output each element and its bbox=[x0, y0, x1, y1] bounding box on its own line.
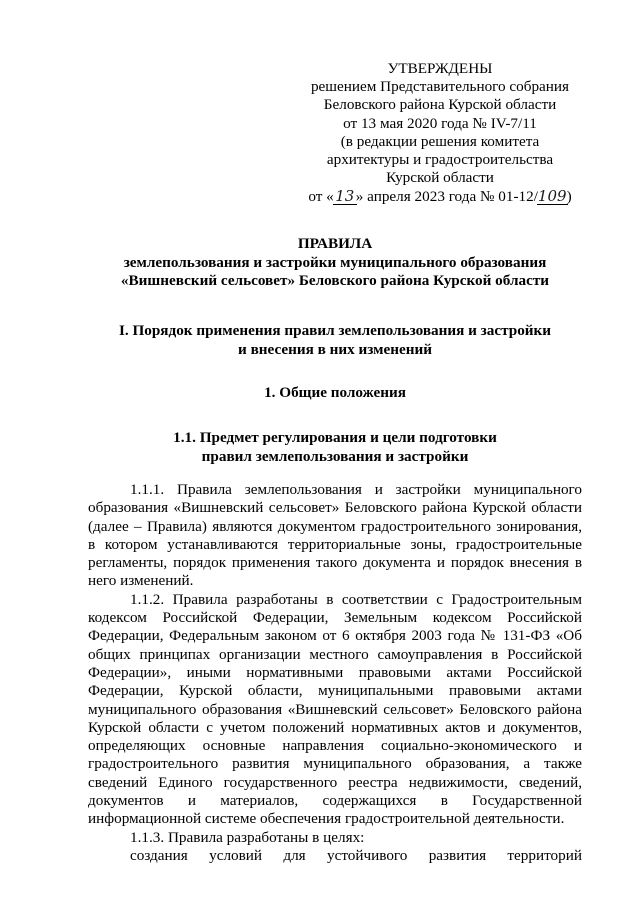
approval-date-line bbox=[296, 187, 584, 206]
approval-line: (в редакции решения комитета bbox=[340, 132, 540, 150]
document-title-main: ПРАВИЛА bbox=[297, 235, 373, 252]
date-suffix: ) bbox=[566, 188, 572, 206]
approval-line: решением Представительного собрания bbox=[310, 78, 570, 96]
section-heading-text: 1. Общие положения bbox=[264, 384, 406, 401]
subsection-heading bbox=[60, 429, 610, 466]
part-heading-line: I. Порядок применения правил землепользования и застройки bbox=[118, 322, 552, 339]
document-title-line: «Вишневский сельсовет» Беловского района Курской области bbox=[120, 272, 550, 290]
approval-title: УТВЕРЖДЕНЫ bbox=[387, 60, 493, 77]
document-title bbox=[60, 235, 610, 291]
paragraph-1-1-2: 1.1.2. Правила разработаны в соответствии с Градостроительным кодексом Российской Федерации, Земельным кодексом Российской Федерации, Федеральным законом от 6 октября 2003 года № 131-ФЗ «Об общих принципах организации местного самоуправления в Российской Федерации», иными нормативными правовыми актами Российской Федерации, Курской области, муниципальными правовыми актами муниципального образования «Вишневский сельсовет» Беловского района Курской области с учетом положений нормативных актов и документов, определяющих основные направления социально-экономического и градостроительного развития муниципального образования, а также сведений Единого государственного реестра недвижимости, сведений, документов и материалов, содержащихся в Государственной информационной системе обеспечения градостроительной деятельности. bbox=[88, 590, 582, 828]
part-heading-line: и внесения в них изменений bbox=[238, 340, 432, 358]
paragraph-list-item: создания условий для устойчивого развития территорий bbox=[130, 846, 582, 864]
subsection-heading-line: правил землепользования и застройки bbox=[201, 447, 469, 465]
date-prefix: от « bbox=[308, 188, 334, 206]
approval-line: Курской области bbox=[386, 169, 494, 187]
approval-stamp bbox=[296, 60, 584, 207]
date-middle: » апреля 2023 года № 01-12/ bbox=[355, 188, 538, 206]
handwritten-day: 13 bbox=[335, 187, 355, 206]
body-text bbox=[88, 481, 582, 865]
paragraph-1-1-1: 1.1.1. Правила землепользования и застройки муниципального образования «Вишневский сельсовет» Беловского района Курской области (далее – Правила) являются документом градостроительного зонирования, в котором устанавливаются территориальные зоны, градостроительные регламенты, порядок применения такого документа и порядок внесения в него изменений. bbox=[88, 481, 582, 590]
part-heading bbox=[60, 322, 610, 359]
approval-line: Беловского района Курской области bbox=[323, 96, 557, 114]
handwritten-number: 109 bbox=[537, 187, 567, 206]
approval-line: архитектуры и градостроительства bbox=[326, 151, 554, 169]
section-heading bbox=[60, 384, 610, 403]
subsection-heading-line: 1.1. Предмет регулирования и цели подготовки bbox=[173, 429, 497, 446]
paragraph-1-1-3: 1.1.3. Правила разработаны в целях: bbox=[130, 828, 365, 846]
approval-line: от 13 мая 2020 года № IV-7/11 bbox=[343, 114, 537, 132]
document-title-line: землепользования и застройки муниципального образования bbox=[123, 253, 547, 271]
